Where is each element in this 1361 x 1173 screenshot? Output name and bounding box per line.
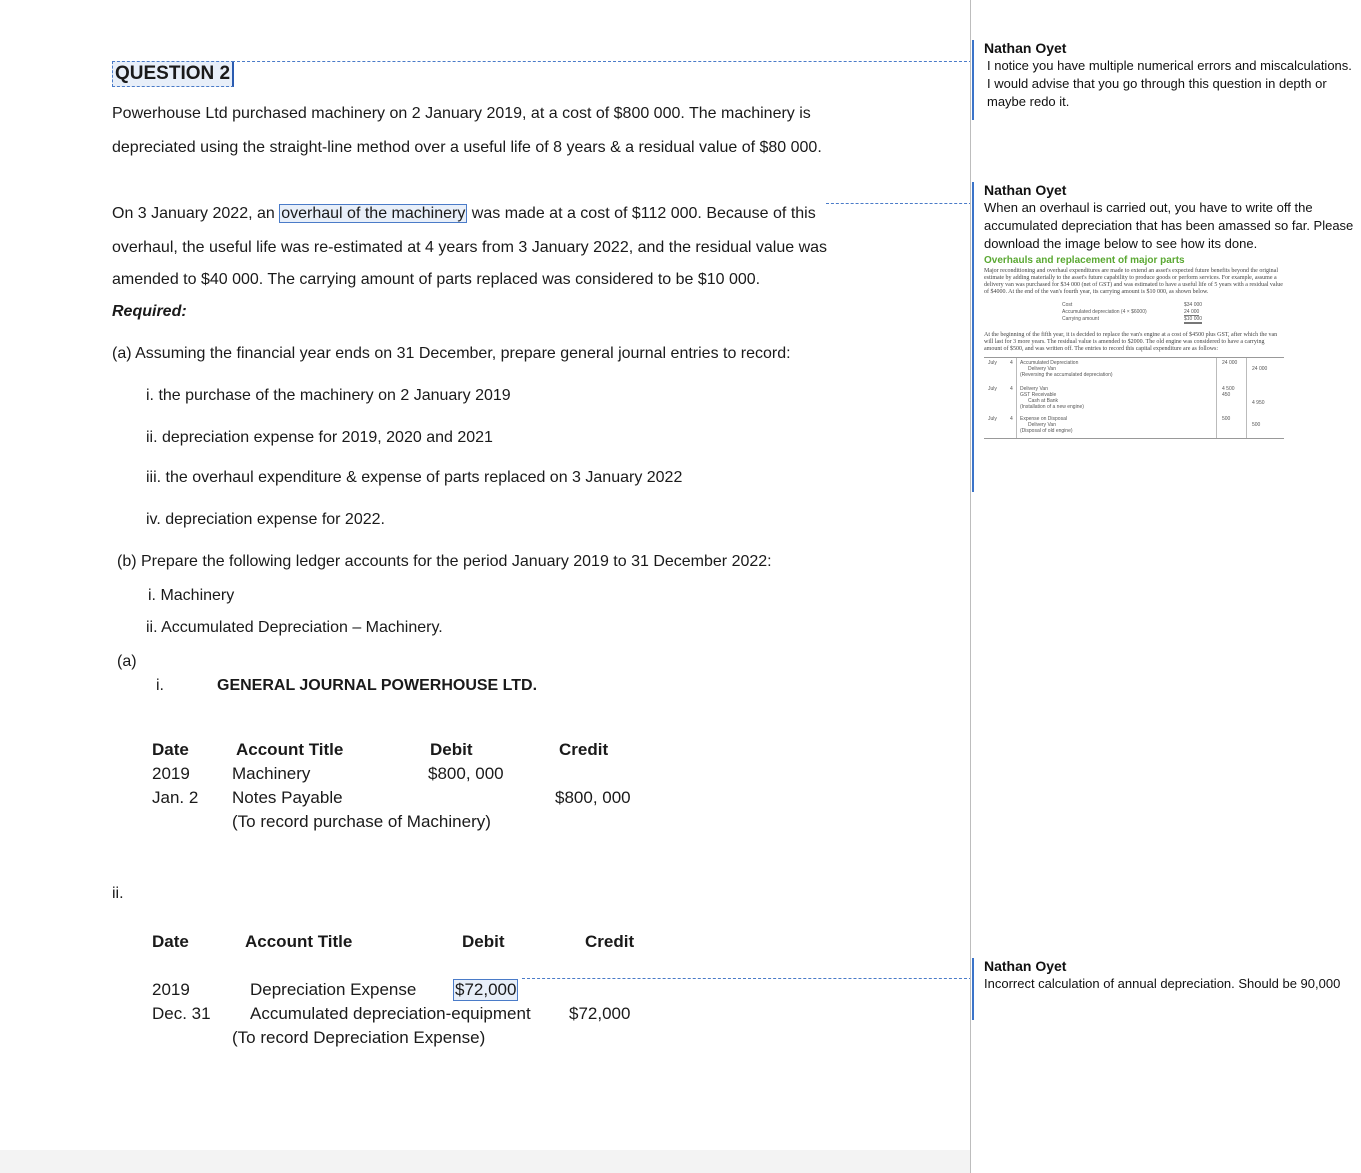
calc-label-cost: Cost	[1062, 302, 1073, 308]
answer-i-label: i.	[156, 677, 164, 694]
calc-value-carrying: $10 000	[1184, 316, 1203, 322]
answer-a-label: (a)	[117, 653, 137, 670]
entry-3-line-3: (Disposal of old engine)	[1020, 428, 1073, 434]
t1-debit-account: Machinery	[232, 764, 311, 783]
comment-2-attached-image[interactable]	[984, 255, 1284, 439]
entry-1-debit: 24 000	[1222, 360, 1238, 366]
comment-3[interactable]	[972, 958, 1354, 1020]
entry-1-credit: 24 000	[1252, 366, 1268, 372]
image-journal	[984, 357, 1284, 439]
t1-credit-amount: $800, 000	[555, 788, 631, 807]
t2-header-date: Date	[152, 932, 189, 951]
comment-anchor-line-2	[826, 203, 972, 204]
answer-ii-label: ii.	[112, 885, 124, 902]
comment-3-text: Incorrect calculation of annual depreciation. Should be 90,000	[984, 976, 1341, 991]
image-title: Overhauls and replacement of major parts	[984, 255, 1185, 266]
entry-3-debit: 500	[1222, 416, 1231, 422]
entry-2-credit: 4 950	[1252, 400, 1265, 406]
t1-header-date: Date	[152, 740, 189, 759]
t2-year: 2019	[152, 980, 190, 999]
t1-header-credit: Credit	[559, 740, 609, 759]
entry-1-day: 4	[1010, 360, 1013, 366]
entry-2-line-2: GST Receivable	[1020, 392, 1057, 398]
required-label: Required:	[112, 303, 187, 320]
image-para-2: At the beginning of the fifth year, it is decided to replace the van's engine at a cost of $4500 plus GST, after which the van will last for 3 more years. The residual value is amended to $2000. The old engine was considered to have a carrying amount of $500, and was written off. The entries to record this capital expenditure are as follows:	[984, 332, 1278, 352]
comment-2-author: Nathan Oyet	[984, 182, 1067, 198]
t1-date: Jan. 2	[152, 788, 199, 807]
image-calculation	[984, 302, 1284, 330]
entry-1-line-2: Delivery Van	[1028, 366, 1056, 372]
t2-debit-amount-highlighted[interactable]: $72,000	[455, 980, 517, 999]
entry-2-line-4: (Installation of a new engine)	[1020, 404, 1084, 410]
calc-label-carrying: Carrying amount	[1062, 316, 1099, 322]
t2-credit-amount: $72,000	[569, 1004, 631, 1023]
entry-3-line-1: Expense on Disposal	[1020, 416, 1067, 422]
t2-header-account: Account Title	[245, 932, 353, 951]
entry-3-line-2: Delivery Van	[1028, 422, 1056, 428]
para2-pre-text: On 3 January 2022, an	[112, 205, 280, 222]
calc-label-accum: Accumulated depreciation (4 × $6000)	[1062, 309, 1147, 315]
comment-2[interactable]	[972, 182, 1354, 492]
para2-post-text: was made at a cost of $112 000. Because of this	[471, 205, 816, 222]
question-para2-line1	[112, 205, 816, 223]
comment-3-author: Nathan Oyet	[984, 958, 1067, 974]
question-title: QUESTION 2	[112, 61, 234, 87]
part-b-item-1: i. Machinery	[148, 587, 235, 604]
entry-2-month: July	[988, 386, 997, 392]
part-a-item-2: ii. depreciation expense for 2019, 2020 and 2021	[146, 429, 493, 446]
calc-value-cost: $34 000	[1184, 302, 1203, 308]
highlighted-overhaul-text[interactable]: overhaul of the machinery	[281, 205, 466, 222]
t2-date: Dec. 31	[152, 1004, 211, 1023]
part-a-item-1: i. the purchase of the machinery on 2 January 2019	[146, 387, 511, 404]
entry-3-month: July	[988, 416, 997, 422]
t2-header-debit: Debit	[462, 932, 505, 951]
page-bottom-edge	[0, 1150, 970, 1173]
entry-1-month: July	[988, 360, 997, 366]
entry-2-day: 4	[1010, 386, 1013, 392]
part-b-instruction: (b) Prepare the following ledger accounts for the period January 2019 to 31 December 2022:	[117, 553, 772, 570]
t1-year: 2019	[152, 764, 190, 783]
comment-1-author: Nathan Oyet	[984, 40, 1067, 56]
t1-header-debit: Debit	[430, 740, 473, 759]
t1-credit-account: Notes Payable	[232, 788, 343, 807]
part-a-instruction: (a) Assuming the financial year ends on 31 December, prepare general journal entries to record:	[112, 345, 791, 362]
question-para1-line2: depreciated using the straight-line method over a useful life of 8 years & a residual value of $80 000.	[112, 139, 822, 156]
t2-credit-account: Accumulated depreciation-equipment	[250, 1004, 531, 1023]
part-b-item-2: ii. Accumulated Depreciation – Machinery.	[146, 619, 443, 636]
comment-1[interactable]	[972, 40, 1354, 120]
entry-1-line-3: (Reversing the accumulated depreciation)	[1020, 372, 1113, 378]
question-para2-line3: amended to $40 000. The carrying amount of parts replaced was considered to be $10 000.	[112, 271, 761, 288]
entry-3-credit: 500	[1252, 422, 1261, 428]
journal-title: GENERAL JOURNAL POWERHOUSE LTD.	[217, 677, 538, 694]
entry-2-debit: 4 500 450	[1222, 386, 1235, 398]
part-a-item-3: iii. the overhaul expenditure & expense of parts replaced on 3 January 2022	[146, 469, 683, 486]
image-para-1: Major reconditioning and overhaul expenditures are made to extend an asset's expected future benefits beyond the original estimate by adding materially to the asset's future capability to produce goods or perform services. For example, assume a delivery van was purchased for $34 000 (net of GST) and was estimated to have a useful life of 5 years with a residual value of $4000. At the end of the van's fourth year, its carrying amount is $10 000, as shown below.	[984, 268, 1283, 295]
comment-anchor-line-3	[522, 978, 972, 979]
calc-value-accum: 24 000	[1184, 309, 1200, 315]
t1-header-account: Account Title	[236, 740, 344, 759]
comment-2-text: When an overhaul is carried out, you have to write off the accumulated depreciation that has been amassed so far. Please download the image below to see how its done.	[984, 200, 1354, 251]
entry-1-line-1: Accumulated Depreciation	[1020, 360, 1079, 366]
t1-narration: (To record purchase of Machinery)	[232, 812, 491, 831]
entry-3-day: 4	[1010, 416, 1013, 422]
t2-debit-account: Depreciation Expense	[250, 980, 417, 999]
t2-header-credit: Credit	[585, 932, 635, 951]
comment-anchor-line-1	[232, 61, 972, 62]
part-a-item-4: iv. depreciation expense for 2022.	[146, 511, 385, 528]
question-para2-line2: overhaul, the useful life was re-estimated at 4 years from 3 January 2022, and the residual value was	[112, 239, 828, 256]
entry-2-line-1: Delivery Van	[1020, 386, 1048, 392]
t2-narration: (To record Depreciation Expense)	[232, 1028, 486, 1047]
question-para1-line1: Powerhouse Ltd purchased machinery on 2 January 2019, at a cost of $800 000. The machinery is	[112, 105, 811, 122]
entry-2-line-3: Cash at Bank	[1028, 398, 1059, 404]
t1-debit-amount: $800, 000	[428, 764, 504, 783]
comment-1-text: I notice you have multiple numerical errors and miscalculations. I would advise that you go through this question in depth or maybe redo it.	[987, 58, 1352, 109]
